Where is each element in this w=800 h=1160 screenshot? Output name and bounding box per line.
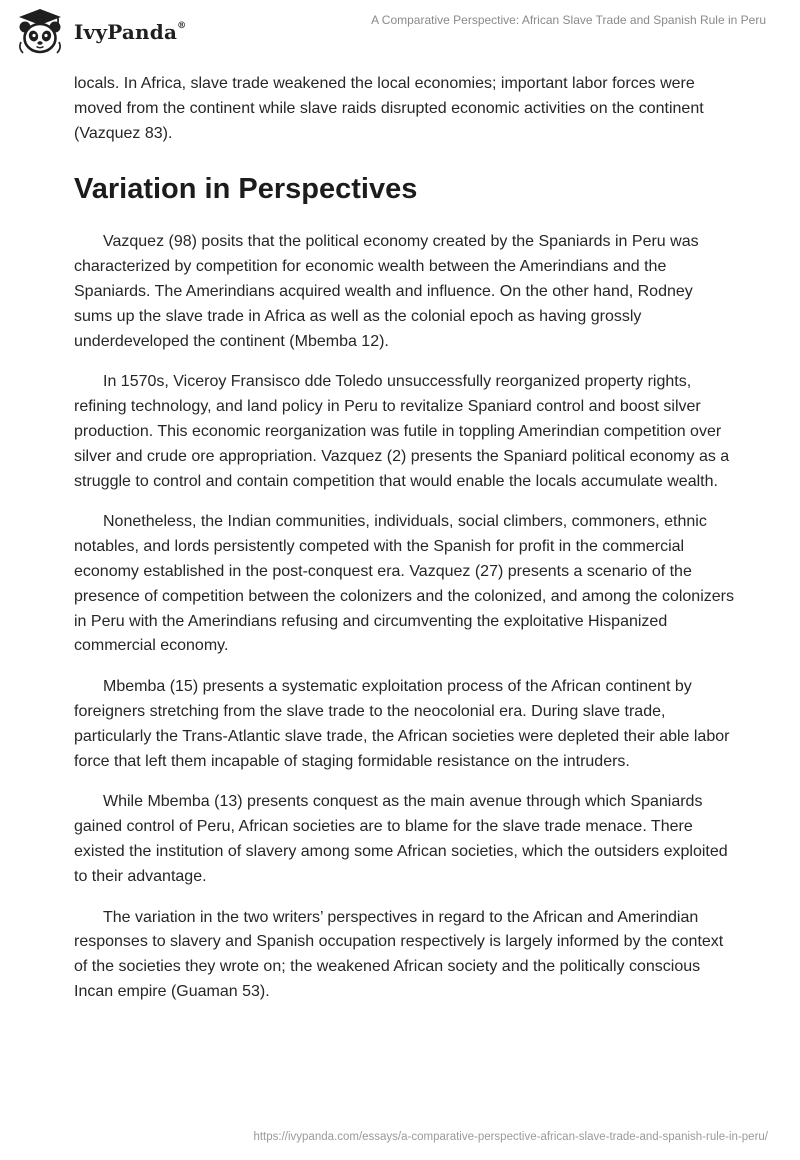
- body-paragraph: The variation in the two writers’ perspectives in regard to the African and Amerindian responses to slavery and Spanish occupation respectively is largely informed by the context of the societies they wrote on; the weakened African society and the politically conscious Incan empire (Guaman 53).: [74, 908, 724, 1000]
- essay-content: [74, 72, 734, 1021]
- panda-graduate-icon: [14, 6, 66, 58]
- ivypanda-logo[interactable]: [14, 6, 186, 58]
- brand-text: IvyPanda: [74, 20, 178, 44]
- brand-name: [74, 20, 186, 44]
- document-title: A Comparative Perspective: African Slave Trade and Spanish Rule in Peru: [371, 13, 766, 27]
- body-paragraph: While Mbemba (13) presents conquest as the main avenue through which Spaniards gained control of Peru, African societies are to blame for the slave trade menace. There existed the institution of slavery among some African societies, which the outsiders exploited to their advantage.: [74, 793, 728, 885]
- page-header: [0, 0, 800, 64]
- section-heading: Variation in Perspectives: [74, 173, 418, 206]
- body-paragraph: Mbemba (15) presents a systematic exploitation process of the African continent by foreigners stretching from the slave trade to the neocolonial era. During slave trade, particularly the Trans-Atlantic slave trade, the African societies were depleted their able labor force that left them incapable of staging formidable resistance on the intruders.: [74, 678, 730, 770]
- registered-mark: ®: [177, 21, 187, 32]
- intro-paragraph: locals. In Africa, slave trade weakened the local economies; important labor forces were moved from the continent while slave raids disrupted economic activities on the continent (Vazquez 83).: [74, 75, 704, 142]
- source-url-link[interactable]: https://ivypanda.com/essays/a-comparative-perspective-african-slave-trade-and-spanish-rule-in-peru/: [253, 1131, 768, 1143]
- body-paragraph: Vazquez (98) posits that the political economy created by the Spaniards in Peru was characterized by competition for economic wealth between the Amerindians and the Spaniards. The Amerindians acquired wealth and influence. On the other hand, Rodney sums up the slave trade in Africa as well as the colonial epoch as having grossly underdeveloped the continent (Mbemba 12).: [74, 233, 699, 350]
- body-paragraph: Nonetheless, the Indian communities, individuals, social climbers, commoners, ethnic notables, and lords persistently competed with the Spanish for profit in the commercial economy established in the post-conquest era. Vazquez (27) presents a scenario of the presence of competition between the colonizers and the colonized, and among the colonizers in Peru with the Amerindians refusing and circumventing the exploitative Hispanized commercial economy.: [74, 513, 734, 655]
- body-paragraph: In 1570s, Viceroy Fransisco dde Toledo unsuccessfully reorganized property rights, refining technology, and land policy in Peru to revitalize Spaniard control and boost silver production. This economic reorganization was futile in toppling Amerindian competition over silver and crude ore appropriation. Vazquez (2) presents the Spaniard political economy as a struggle to control and contain competition that would enable the locals accumulate wealth.: [74, 373, 730, 490]
